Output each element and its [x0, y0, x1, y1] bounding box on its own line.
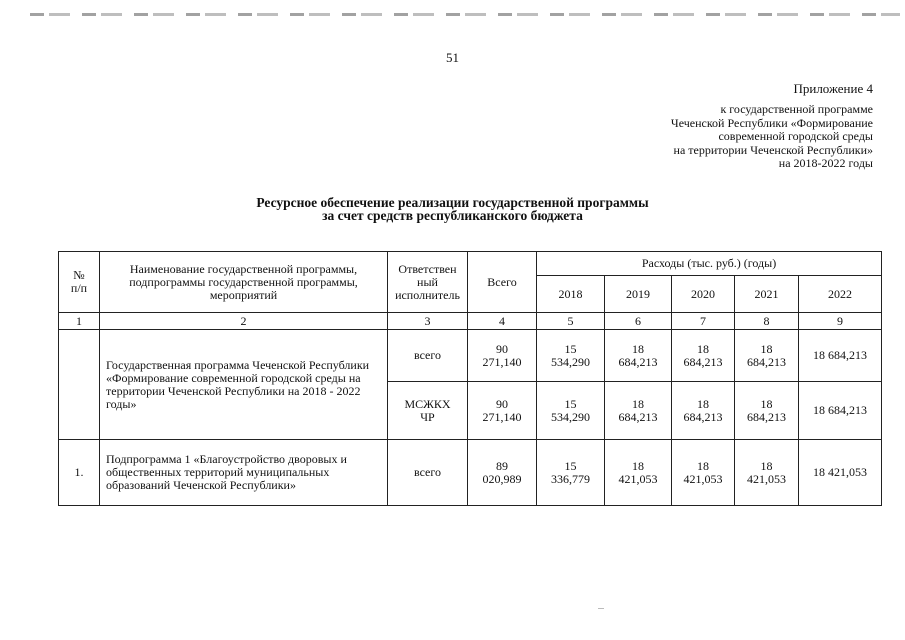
value-part: 684,213 [618, 409, 658, 424]
year-2020-cell [672, 440, 735, 506]
value-part: 18 [632, 458, 644, 473]
value-part: 684,213 [747, 354, 786, 369]
table-row [59, 440, 882, 506]
year-2020-cell [672, 330, 735, 382]
column-number: 3 [388, 313, 468, 330]
header-year-2019: 2019 [605, 276, 672, 313]
value-part: 684,213 [747, 409, 786, 424]
value-part: 90 [496, 341, 508, 356]
value-part: 020,989 [482, 471, 522, 486]
value-part: 684,213 [683, 409, 723, 424]
column-number: 9 [799, 313, 882, 330]
value-part: 534,290 [551, 409, 590, 424]
year-2018-cell [537, 330, 605, 382]
column-number: 4 [468, 313, 537, 330]
year-2021-cell [735, 382, 799, 440]
value-part: 18 [697, 396, 709, 411]
header-name-line: мероприятий [209, 287, 278, 302]
value-part: 684,213 [683, 354, 723, 369]
value-part: 18 [760, 341, 773, 356]
header-name [100, 252, 388, 313]
header-executor-line: ный [417, 274, 438, 289]
header-year-2018: 2018 [537, 276, 605, 313]
row-number: 1. [59, 440, 100, 506]
header-name-line: Наименование государственной программы, [129, 261, 358, 276]
header-name-line: подпрограммы государственной программы, [129, 274, 358, 289]
year-2021-cell [735, 330, 799, 382]
header-year-2022: 2022 [799, 276, 882, 313]
value-part: 15 [564, 458, 577, 473]
executor-text: МСЖКХ [404, 396, 451, 411]
column-number: 7 [672, 313, 735, 330]
year-2021-cell [735, 440, 799, 506]
value-part: 18 [760, 458, 773, 473]
appendix-ref-line: на территории Чеченской Республики» [673, 142, 873, 157]
executor-cell [388, 382, 468, 440]
value-part: 336,779 [551, 471, 590, 486]
value-part: 89 [496, 458, 508, 473]
value-part: 18 [697, 458, 709, 473]
year-2022-cell: 18 421,053 [799, 440, 882, 506]
value-part: 421,053 [747, 471, 786, 486]
header-year-2020: 2020 [672, 276, 735, 313]
value-part: 421,053 [618, 471, 658, 486]
header-year-2021: 2021 [735, 276, 799, 313]
header-executor-line: исполнитель [395, 287, 460, 302]
row-number [59, 330, 100, 440]
appendix-reference [671, 103, 873, 171]
header-num-line: п/п [70, 281, 88, 295]
header-row [59, 252, 882, 276]
header-executor-line: Ответствен [398, 261, 457, 276]
column-number: 1 [59, 313, 100, 330]
executor-text: ЧР [420, 409, 435, 424]
title-line-1: Ресурсное обеспечение реализации государственной программы [256, 195, 649, 210]
scan-speck [598, 608, 604, 609]
year-2019-cell [605, 440, 672, 506]
year-2022-cell: 18 684,213 [799, 330, 882, 382]
year-2019-cell [605, 382, 672, 440]
header-total: Всего [468, 252, 537, 313]
subprogram-name: Подпрограмма 1 «Благоустройство дворовых и общественных территорий муниципальных образований Чеченской Республики» [100, 440, 388, 506]
appendix-title: Приложение 4 [793, 81, 873, 96]
column-number: 6 [605, 313, 672, 330]
executor-cell: всего [388, 440, 468, 506]
document-title [0, 196, 905, 222]
value-part: 90 [496, 396, 508, 411]
column-number-row [59, 313, 882, 330]
column-number: 2 [100, 313, 388, 330]
year-2018-cell [537, 440, 605, 506]
title-line-2: за счет средств республиканского бюджета [322, 208, 583, 223]
appendix-ref-line: к государственной программе [720, 102, 873, 116]
value-part: 534,290 [551, 354, 590, 369]
year-2019-cell [605, 330, 672, 382]
total-cell [468, 440, 537, 506]
value-part: 18 [632, 396, 644, 411]
column-number: 5 [537, 313, 605, 330]
year-2018-cell [537, 382, 605, 440]
value-part: 684,213 [618, 354, 658, 369]
scan-artifact-line [30, 13, 900, 16]
value-part: 271,140 [482, 354, 522, 369]
value-part: 271,140 [482, 409, 522, 424]
program-name: Государственная программа Чеченской Республики «Формирование современной городской среды на территории Чеченской Республики на 2018 - 2022 годы» [100, 330, 388, 440]
appendix-ref-line: современной городской среды [718, 129, 873, 143]
appendix-ref-line: Чеченской Республики «Формирование [670, 115, 873, 130]
value-part: 15 [564, 341, 577, 356]
executor-cell [388, 330, 468, 382]
value-part: 18 [697, 341, 709, 356]
column-number: 8 [735, 313, 799, 330]
total-cell [468, 382, 537, 440]
value-part: 18 [632, 341, 644, 356]
header-expenses: Расходы (тыс. руб.) (годы) [537, 252, 882, 276]
resource-table [58, 251, 882, 506]
value-part: 15 [564, 396, 577, 411]
value-part: 421,053 [683, 471, 723, 486]
table-row [59, 330, 882, 382]
header-num-line: № [73, 268, 85, 282]
year-2020-cell [672, 382, 735, 440]
page-number: 51 [446, 50, 459, 65]
executor-text: всего [413, 348, 442, 362]
header-executor [388, 252, 468, 313]
value-part: 18 [760, 396, 773, 411]
appendix-ref-line: на 2018-2022 годы [778, 156, 873, 170]
header-num [59, 252, 100, 313]
total-cell [468, 330, 537, 382]
year-2022-cell: 18 684,213 [799, 382, 882, 440]
